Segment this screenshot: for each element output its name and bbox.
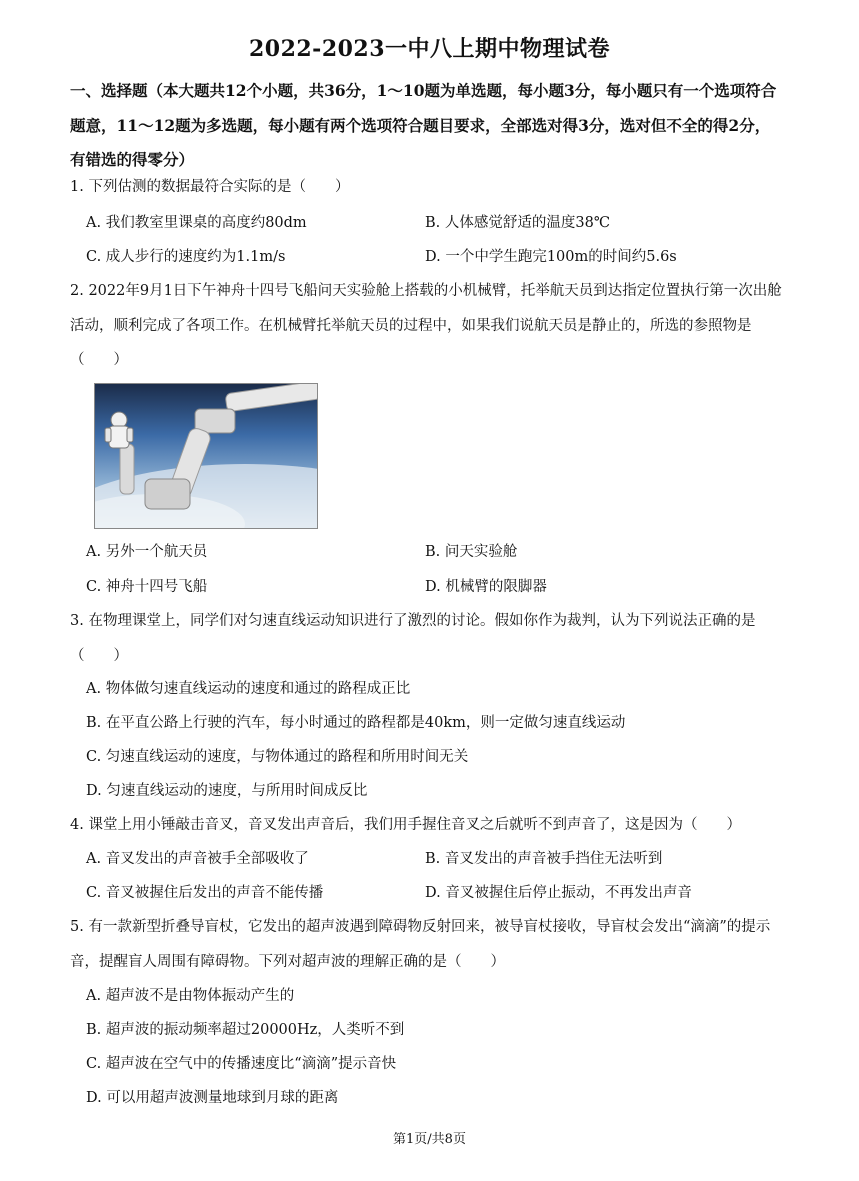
question-1-option-a: A. 我们教室里课桌的高度约80dm bbox=[86, 215, 307, 231]
question-2-option-c: C. 神舟十四号飞船 bbox=[86, 579, 208, 595]
section-heading: 一、选择题（本大题共12个小题，共36分，1～10题为单选题，每小题3分，每小题只有一个选项符合题意，11～12题为多选题，每小题有两个选项符合题目要求，全部选对得3分，选对但不全的得2分，有错选的得零分） bbox=[70, 81, 777, 169]
question-5-option-c: C. 超声波在空气中的传播速度比“滴滴”提示音快 bbox=[86, 1056, 397, 1072]
question-2-option-a: A. 另外一个航天员 bbox=[86, 544, 208, 560]
question-2-stem: 2. 2022年9月1日下午神舟十四号飞船问天实验舱上搭载的小机械臂，托举航天员到达指定位置执行第一次出舱活动，顺利完成了各项工作。在机械臂托举航天员的过程中，如果我们说航天员是静止的，所选的参照物是（ ） bbox=[70, 283, 782, 368]
question-5-stem: 5. 有一款新型折叠导盲杖，它发出的超声波遇到障碍物反射回来，被导盲杖接收，导盲杖会发出“滴滴”的提示音，提醒盲人周围有障碍物。下列对超声波的理解正确的是（ ） bbox=[70, 919, 771, 970]
question-1-option-b: B. 人体感觉舒适的温度38℃ bbox=[425, 215, 611, 231]
question-4-option-c: C. 音叉被握住后发出的声音不能传播 bbox=[86, 885, 324, 901]
question-3-option-d: D. 匀速直线运动的速度，与所用时间成反比 bbox=[86, 783, 368, 799]
question-4-option-a: A. 音叉发出的声音被手全部吸收了 bbox=[86, 851, 309, 867]
question-1-option-d: D. 一个中学生跑完100m的时间约5.6s bbox=[425, 249, 677, 265]
space-robotic-arm-photo bbox=[94, 383, 318, 529]
question-3-option-a: A. 物体做匀速直线运动的速度和通过的路程成正比 bbox=[86, 681, 411, 697]
question-3-stem: 3. 在物理课堂上，同学们对匀速直线运动知识进行了激烈的讨论。假如你作为裁判，认为下列说法正确的是（ ） bbox=[70, 613, 756, 664]
question-2-option-d: D. 机械臂的限脚器 bbox=[425, 579, 547, 595]
page-title: 2022-2023一中八上期中物理试卷 bbox=[248, 36, 611, 62]
question-3-option-c: C. 匀速直线运动的速度，与物体通过的路程和所用时间无关 bbox=[86, 749, 469, 765]
question-1-stem: 1. 下列估测的数据最符合实际的是（ ） bbox=[70, 179, 350, 195]
page-footer: 第1页/共8页 bbox=[393, 1132, 466, 1147]
question-5-option-a: A. 超声波不是由物体振动产生的 bbox=[86, 988, 295, 1004]
question-1-option-c: C. 成人步行的速度约为1.1m/s bbox=[86, 249, 286, 265]
question-4-stem: 4. 课堂上用小锤敲击音叉，音叉发出声音后，我们用手握住音叉之后就听不到声音了，这是因为（ ） bbox=[70, 817, 741, 833]
question-5-option-b: B. 超声波的振动频率超过20000Hz，人类听不到 bbox=[86, 1022, 405, 1038]
question-3-option-b: B. 在平直公路上行驶的汽车，每小时通过的路程都是40km，则一定做匀速直线运动 bbox=[86, 715, 626, 731]
question-2-option-b: B. 问天实验舱 bbox=[425, 544, 518, 560]
question-5-option-d: D. 可以用超声波测量地球到月球的距离 bbox=[86, 1090, 339, 1106]
question-4-option-d: D. 音叉被握住后停止振动，不再发出声音 bbox=[425, 885, 692, 901]
question-4-option-b: B. 音叉发出的声音被手挡住无法听到 bbox=[425, 851, 663, 867]
